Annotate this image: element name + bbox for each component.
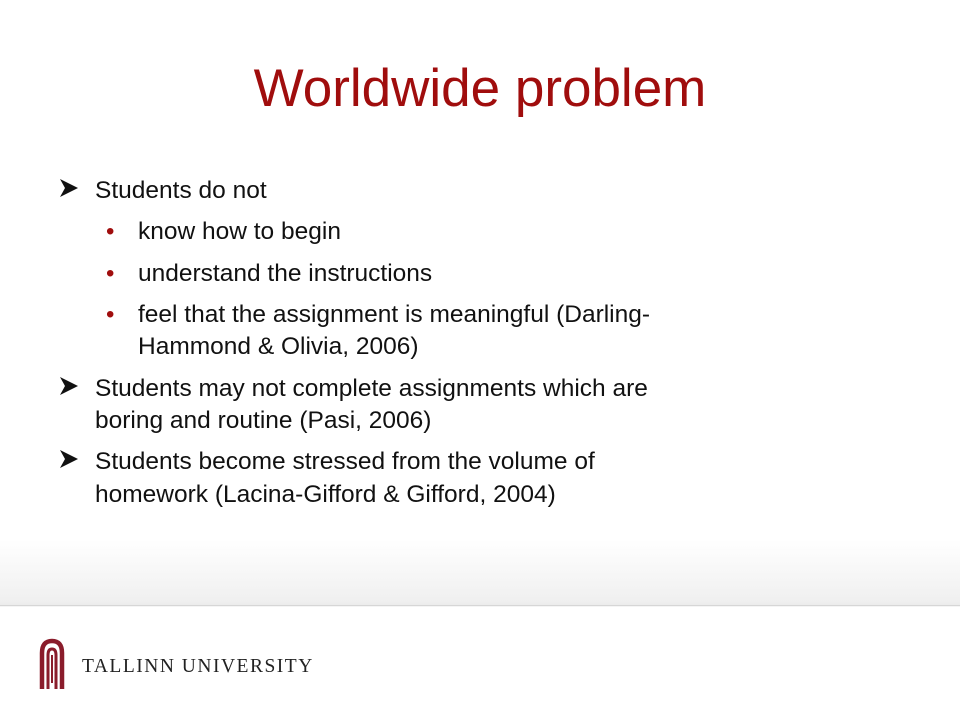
bullet-stressed xyxy=(58,446,918,511)
arrowhead-icon xyxy=(58,448,80,470)
bullet-text-line1: Students may not complete assignments which are xyxy=(95,374,648,402)
tallinn-university-logo-icon xyxy=(34,637,70,689)
dot-icon: • xyxy=(106,259,115,287)
arrowhead-icon xyxy=(58,375,80,397)
bullet-students-do-not xyxy=(58,175,918,207)
bullet-text: Students do not xyxy=(95,177,267,204)
sub-bullet-text: know how to begin xyxy=(138,218,341,246)
arrowhead-icon xyxy=(58,177,80,199)
sub-bullet-text-line2: Hammond & Olivia, 2006) xyxy=(138,333,419,361)
dot-icon: • xyxy=(106,218,115,246)
footer-divider xyxy=(0,605,960,606)
bullet-boring-routine xyxy=(58,373,918,438)
bullet-text-line2: boring and routine (Pasi, 2006) xyxy=(95,406,432,434)
sub-bullet-text: understand the instructions xyxy=(138,259,433,287)
sub-bullet-text-line1: feel that the assignment is meaningful (Darling- xyxy=(138,300,651,328)
bullet-text-line2: homework (Lacina-Gifford & Gifford, 2004) xyxy=(95,480,556,508)
university-name: TALLINN UNIVERSITY xyxy=(82,656,314,677)
bullet-text-line1: Students become stressed from the volume of xyxy=(95,448,595,476)
sub-bullet-instructions xyxy=(58,258,918,290)
dot-icon: • xyxy=(106,300,115,328)
slide-title: Worldwide problem xyxy=(253,59,707,118)
slide-content xyxy=(58,175,918,520)
sub-bullet-begin xyxy=(58,216,918,248)
sub-bullet-meaningful xyxy=(58,299,918,364)
